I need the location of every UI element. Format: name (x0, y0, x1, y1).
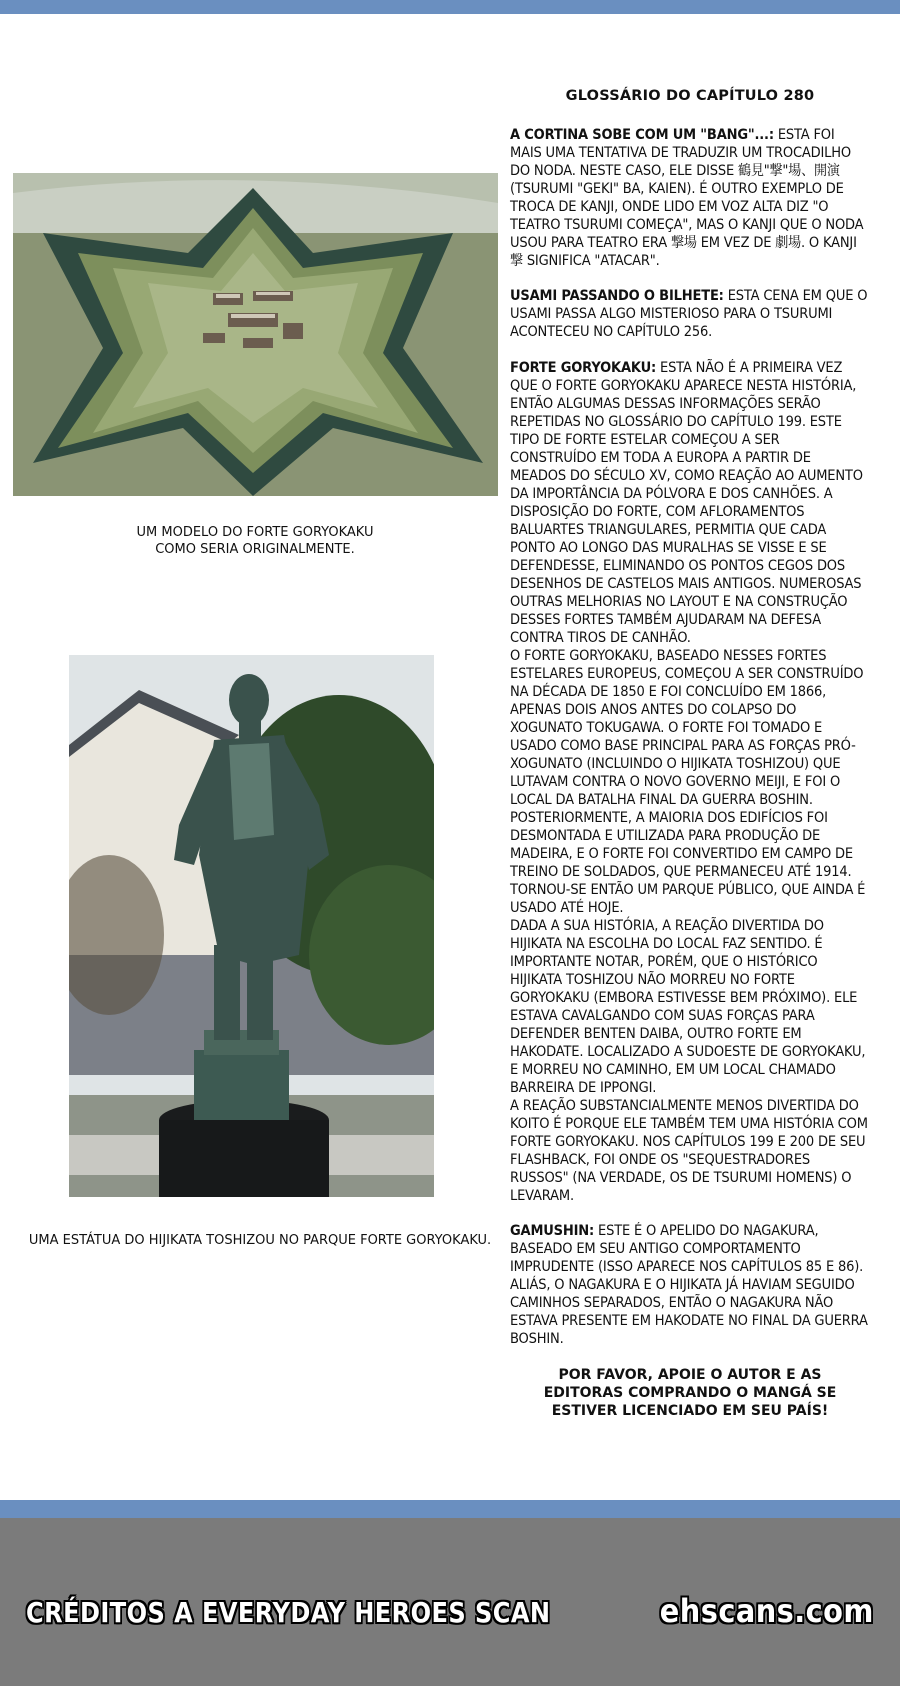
statue-photo (69, 655, 434, 1197)
scan-credit: CRÉDITOS A EVERYDAY HEROES SCAN (26, 1596, 551, 1629)
caption-line: UM MODELO DO FORTE GORYOKAKU (136, 525, 374, 540)
support-line: ESTIVER LICENCIADO EM SEU PAÍS! (551, 1403, 829, 1419)
glossary-body: ESTE É O APELIDO DO NAGAKURA, BASEADO EM SEU ANTIGO COMPORTAMENTO IMPRUDENTE (ISSO APARECE NOS CAPÍTULOS 85 E 86). ALIÁS, O NAGAKURA E O HIJIKATA JÁ HAVIAM SEGUIDO CAMINHOS SEPARADOS, ENTÃO O NAGAKURA NÃO ESTAVA PRESENTE EM HAKODATE NO FINAL DA GUERRA BOSHIN. (510, 1223, 868, 1347)
glossary-title: GLOSSÁRIO DO CAPÍTULO 280 (565, 88, 815, 104)
statue-illustration (69, 655, 434, 1197)
glossary-entry-gamushin (510, 1222, 870, 1348)
glossary-paragraph: A REAÇÃO SUBSTANCIALMENTE MENOS DIVERTIDA DO KOITO É PORQUE ELE TAMBÉM TEM UMA HISTÓRIA COM FORTE GORYOKAKU. NOS CAPÍTULOS 199 E 200 DE SEU FLASHBACK, FOI ONDE OS "SEQUESTRADORES RUSSOS" (NA VERDADE, OS DE TSURUMI HOMENS) O LEVARAM. (510, 1098, 868, 1204)
fort-photo-caption (110, 524, 400, 558)
scan-site: ehscans.com (659, 1592, 874, 1630)
glossary-paragraph: DADA A SUA HISTÓRIA, A REAÇÃO DIVERTIDA DO HIJIKATA NA ESCOLHA DO LOCAL FAZ SENTIDO. É IMPORTANTE NOTAR, PORÉM, QUE O HISTÓRICO HIJIKATA TOSHIZOU NÃO MORREU NO FORTE GORYOKAKU (EMBORA ESTIVESSE BEM PRÓXIMO). ELE ESTAVA CAVALGANDO COM SUAS FORÇAS PARA DEFENDER BENTEN DAIBA, OUTRO FORTE EM HAKODATE. LOCALIZADO A SUDOESTE DE GORYOKAKU, E MORREU NO CAMINHO, EM UM LOCAL CHAMADO BARREIRA DE IPPONGI. (510, 918, 866, 1096)
glossary-body: ESTA NÃO É A PRIMEIRA VEZ QUE O FORTE GORYOKAKU APARECE NESTA HISTÓRIA, ENTÃO ALGUMAS DESSAS INFORMAÇÕES SERÃO REPETIDAS NO GLOSSÁRIO DO CAPÍTULO 199. ESTE TIPO DE FORTE ESTELAR COMEÇOU A SER CONSTRUÍDO EM TODA A EUROPA A PARTIR DE MEADOS DO SÉCULO XV, COMO REAÇÃO AO AUMENTO DA IMPORTÂNCIA DA PÓLVORA E DOS CANHÕES. A DISPOSIÇÃO DO FORTE, COM AFLORAMENTOS BALUARTES TRIANGULARES, PERMITIA QUE CADA PONTO AO LONGO DAS MURALHAS SE VISSE E SE DEFENDESSE, ELIMINANDO OS PONTOS CEGOS DOS DESENHOS DE CASTELOS MAIS ANTIGOS. NUMEROSAS OUTRAS MELHORIAS NO LAYOUT E NA CONSTRUÇÃO DESSES FORTES TAMBÉM AJUDARAM NA DEFESA CONTRA TIROS DE CANHÃO. (510, 360, 863, 646)
support-notice (540, 1366, 840, 1420)
glossary-entry-forte (510, 359, 870, 1205)
glossary-paragraph: O FORTE GORYOKAKU, BASEADO NESSES FORTES ESTELARES EUROPEUS, COMEÇOU A SER CONSTRUÍDO NA DÉCADA DE 1850 E FOI CONCLUÍDO EM 1866, APENAS DOIS ANOS ANTES DO COLAPSO DO XOGUNATO TOKUGAWA. O FORTE FOI TOMADO E USADO COMO BASE PRINCIPAL PARA AS FORÇAS PRÓ-XOGUNATO (INCLUINDO O HIJIKATA TOSHIZOU) QUE LUTAVAM CONTRA O NOVO GOVERNO MEIJI, E FOI O LOCAL DA BATALHA FINAL DA GUERRA BOSHIN. POSTERIORMENTE, A MAIORIA DOS EDIFÍCIOS FOI DESMONTADA E UTILIZADA PARA PRODUÇÃO DE MADEIRA, E O FORTE FOI CONVERTIDO EM CAMPO DE TREINO DE SOLDADOS, QUE PERMANECEU ATÉ 1914. TORNOU-SE ENTÃO UM PARQUE PÚBLICO, QUE AINDA É USADO ATÉ HOJE. (510, 648, 866, 916)
credits-footer (0, 1518, 900, 1686)
glossary-term: GAMUSHIN: (510, 1223, 595, 1239)
footer-divider-bar (0, 1500, 900, 1518)
glossary-term: A CORTINA SOBE COM UM "BANG"...: (510, 127, 774, 143)
glossary-entry-usami (510, 287, 870, 341)
glossary-body: ESTA FOI MAIS UMA TENTATIVA DE TRADUZIR UM TROCADILHO DO NODA. NESTE CASO, ELE DISSE 鶴見"撃"場、開演 (TSURUMI "GEKI" BA, KAIEN). É OUTRO EXEMPLO DE TROCA DE KANJI, ONDE LIDO EM VOZ ALTA DIZ "O TEATRO TSURUMI COMEÇA", MAS O KANJI QUE O NODA USOU PARA TEATRO ERA 撃場 EM VEZ DE 劇場. O KANJI 撃 SIGNIFICA "ATACAR". (510, 127, 864, 269)
statue-photo-caption: UMA ESTÁTUA DO HIJIKATA TOSHIZOU NO PARQUE FORTE GORYOKAKU. (28, 1233, 492, 1248)
support-line: POR FAVOR, APOIE O AUTOR E AS (558, 1367, 822, 1383)
top-blue-bar (0, 0, 900, 14)
support-line: EDITORAS COMPRANDO O MANGÁ SE (543, 1385, 837, 1401)
glossary-entry-cortina (510, 126, 870, 270)
glossary-body: ESTA CENA EM QUE O USAMI PASSA ALGO MISTERIOSO PARA O TSURUMI ACONTECEU NO CAPÍTULO 256. (510, 288, 868, 340)
fort-model-illustration (13, 173, 498, 496)
glossary-term: FORTE GORYOKAKU: (510, 360, 657, 376)
caption-line: COMO SERIA ORIGINALMENTE. (155, 542, 355, 557)
fort-model-photo (13, 173, 498, 496)
glossary-term: USAMI PASSANDO O BILHETE: (510, 288, 724, 304)
